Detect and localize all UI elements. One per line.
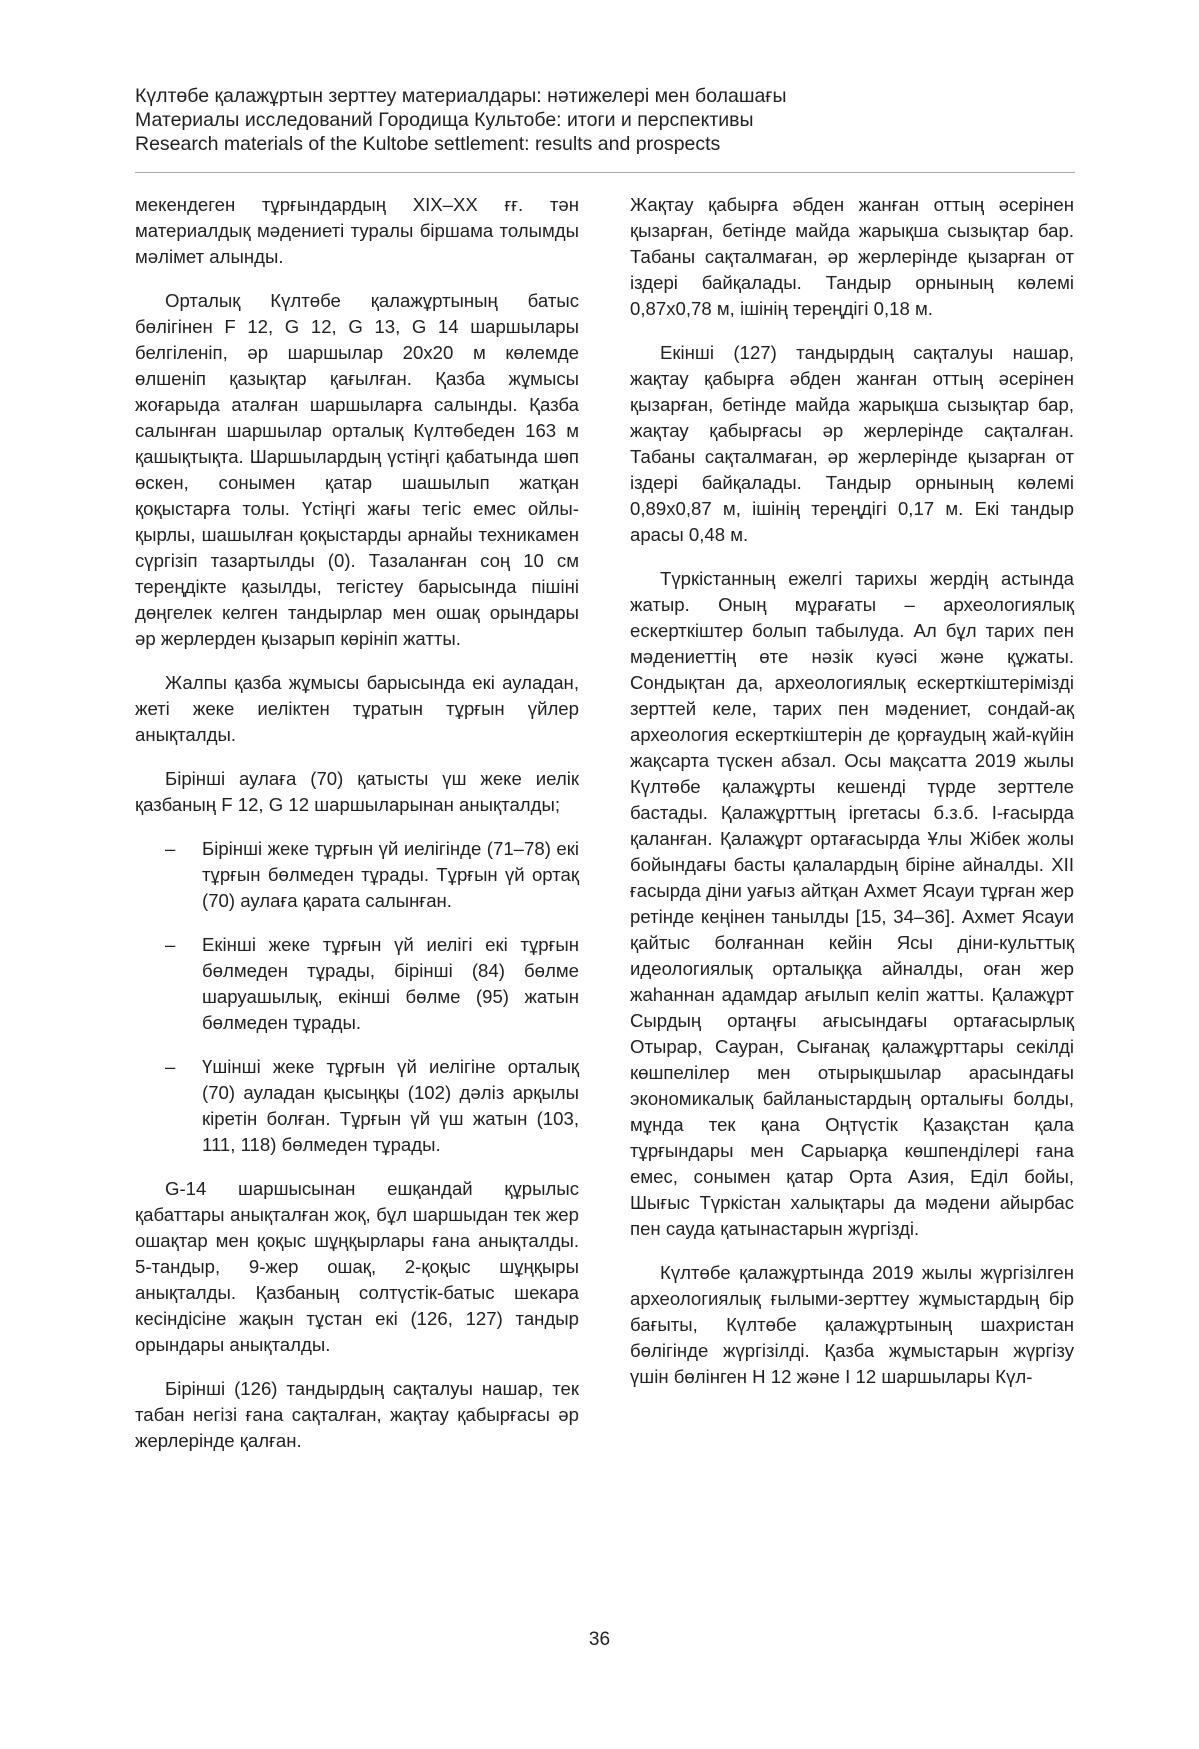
- list-item-text: Үшінші жеке тұрғын үй иелігіне орталық (70) ауладан қысыңқы (102) дәліз арқылы кіретін болған. Тұрғын үй үш жатын (103, 111, 118) бөлмеден тұрады.: [202, 1056, 579, 1155]
- list-item: [135, 836, 579, 914]
- header-title-kazakh: Күлтөбе қалажұртын зерттеу материалдары: нәтижелері мен болашағы: [135, 85, 787, 107]
- page-number: 36: [588, 1629, 611, 1650]
- list-dash: –: [165, 1056, 176, 1077]
- paragraph: Күлтөбе қалажұртында 2019 жылы жүргізілген археологиялық ғылыми-зерттеу жұмыстардың бір бағыты, Күлтөбе қалажұртының шахристан бөлігінде жүргізілді. Қазба жұмыстарын жүргізу үшін бөлінген H 12 және I 12 шаршылары Күл-: [630, 1262, 1074, 1387]
- header-title-english: Research materials of the Kultobe settlement: results and prospects: [135, 133, 721, 155]
- paragraph: Екінші (127) тандырдың сақталуы нашар, жақтау қабырға әбден жанған оттың әсерінен қызарған, бетінде майда жарықша сызықтар бар, жақтау қабырғасы әр жерлерінде сақталған. Табаны сақталмаған, әр жерлерінде қызарған от іздері байқалады. Тандыр орнының көлемі 0,89х0,87 м, ішінің тереңдігі 0,17 м. Екі тандыр арасы 0,48 м.: [630, 342, 1074, 545]
- paragraph: Түркістанның ежелгі тарихы жердің астында жатыр. Оның мұрағаты – археологиялық ескерткіштер болып табылуда. Ал бұл тарих пен мәдениеттің өте нәзік куәсі және құжаты. Сондықтан да, археологиялық ескерткіштерімізді зерттей келе, тарих пен мәдениет, сондай-ақ археология ескерткіштерін де қорғаудың жай-күйін жақсарта түскен абзал. Осы мақсатта 2019 жылы Күлтөбе қалажұрты кешенді түрде зерттеле бастады. Қалажұрттың іргетасы б.з.б. I-ғасырда қаланған. Қалажұрт ортағасырда Ұлы Жібек жолы бойындағы басты қалалардың біріне айналды. XII ғасырда діни уағыз айтқан Ахмет Ясауи тұрған жер ретінде кеңінен танылды [15, 34–36]. Ахмет Ясауи қайтыс болғаннан кейін Ясы діни-культтық идеологиялық орталыққа айналды, оған жер жаһаннан адамдар ағылып келіп жатты. Қалажұрт Сырдың ортаңғы ағысындағы ортағасырлық Отырар, Сауран, Сығанақ қалажұрттары секілді көшпелілер мен отырықшылар арасындағы экономикалық байланыстардың орталығы болды, мұнда тек қана Оңтүстік Қазақстан қала тұрғындары мен Сарыарқа көшпенділері ғана емес, сонымен қатар Орта Азия, Еділ бойы, Шығыс Түркістан халықтары да мәдени айырбас пен сауда қатынастарын жүргізді.: [630, 568, 1074, 1239]
- dwelling-list: [135, 836, 579, 1158]
- list-item-text: Екінші жеке тұрғын үй иелігі екі тұрғын бөлмеден тұрады, бірінші (84) бөлме шаруашылық, екінші бөлме (95) жатын бөлмеден тұрады.: [202, 934, 579, 1033]
- list-dash: –: [165, 934, 176, 955]
- header-divider: [135, 172, 1075, 173]
- paragraph: Бірінші (126) тандырдың сақталуы нашар, тек табан негізі ғана сақталған, жақтау қабырғасы әр жерлерінде қалған.: [135, 1378, 579, 1451]
- running-header: [135, 84, 1075, 156]
- header-title-russian: Материалы исследований Городища Культобе: итоги и перспективы: [135, 109, 754, 131]
- list-item: [135, 932, 579, 1036]
- list-item-text: Бірінші жеке тұрғын үй иелігінде (71–78) екі тұрғын бөлмеден тұрады. Тұрғын үй ортақ (70) аулаға қарата салынған.: [202, 838, 579, 911]
- left-column: [135, 192, 579, 1472]
- paragraph: G-14 шаршысынан ешқандай құрылыс қабаттары анықталған жоқ, бұл шаршыдан тек жер ошақтар мен қоқыс шұңқырлары ғана анықталды. 5-тандыр, 9-жер ошақ, 2-қоқыс шұңқыры анықталды. Қазбаның солтүстік-батыс шекара кесіндісіне жақын тұстан екі (126, 127) тандыр орындары анықталды.: [135, 1178, 579, 1355]
- right-column: [630, 192, 1074, 1408]
- paragraph: мекендеген тұрғындардың XIX–XX ғғ. тән материалдық мәдениеті туралы біршама толымды мәлімет алынды.: [135, 194, 579, 267]
- list-item: [135, 1054, 579, 1158]
- paragraph: Орталық Күлтөбе қалажұртының батыс бөлігінен F 12, G 12, G 13, G 14 шаршылары белгіленіп, әр шаршылар 20х20 м көлемде өлшеніп қазықтар қағылған. Қазба жұмысы жоғарыда аталған шаршыларға салынды. Қазба салынған шаршылар орталық Күлтөбеден 163 м қашықтықта. Шаршылардың үстіңгі қабатында шөп өскен, сонымен қатар шашылып жатқан қоқыстарға толы. Үстіңгі жағы тегіс емес ойлы-қырлы, шашылған қоқыстарды арнайы техникамен сүргізіп тазартылды (0). Тазаланған соң 10 см тереңдікте қазылды, тегістеу барысында пішіні дөңгелек келген тандырлар мен ошақ орындары әр жерлерден қызарып көрініп жатты.: [135, 290, 579, 649]
- paragraph: Жалпы қазба жұмысы барысында екі ауладан, жеті жеке иеліктен тұратын тұрғын үйлер анықталды.: [135, 672, 579, 745]
- list-dash: –: [165, 838, 176, 859]
- paragraph: Бірінші аулаға (70) қатысты үш жеке иелік қазбаның F 12, G 12 шаршыларынан анықталды;: [135, 768, 579, 815]
- paragraph: Жақтау қабырға әбден жанған оттың әсерінен қызарған, бетінде майда жарықша сызықтар бар. Табаны сақталмаған, әр жерлерінде қызарған от іздері байқалады. Тандыр орнының көлемі 0,87х0,78 м, ішінің тереңдігі 0,18 м.: [630, 194, 1074, 319]
